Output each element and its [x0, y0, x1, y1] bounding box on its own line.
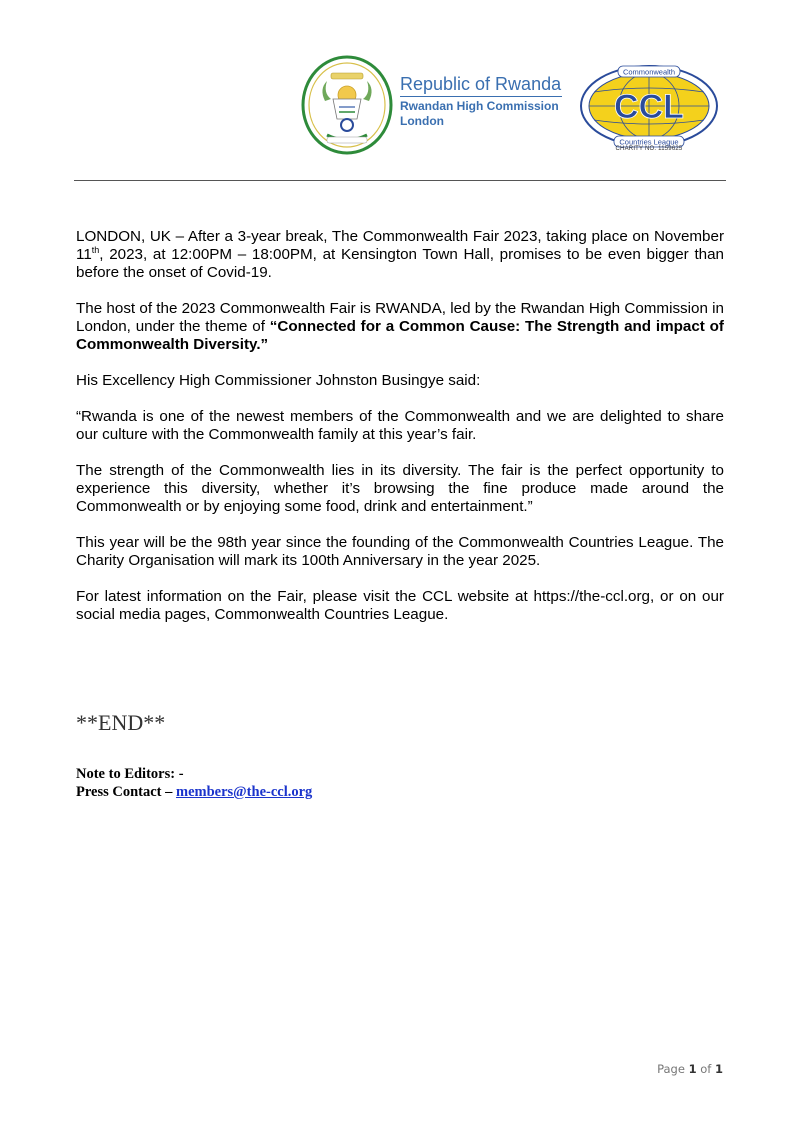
svg-text:Commonwealth: Commonwealth: [622, 67, 676, 77]
paragraph-info: For latest information on the Fair, please visit the CCL website at https://the-ccl.org, or on our social media pages, Commonwealth Countries League.: [76, 588, 724, 623]
paragraph-anniversary: This year will be the 98th year since the founding of the Commonwealth Countries League. The Charity Organisation will mark its 100th Anniversary in the year 2025.: [76, 534, 724, 569]
note-to-editors: Note to Editors: -: [76, 766, 184, 782]
org-block: [400, 74, 570, 129]
page-number: Page 1 of 1: [657, 1062, 723, 1076]
paragraph-quote-2: The strength of the Commonwealth lies in its diversity. The fair is the perfect opportunity to experience this diversity, whether it’s browsing the fine produce made around the Commonwealth or by enjoying some food, drink and entertainment.”: [76, 462, 724, 515]
org-title: Republic of Rwanda: [400, 74, 562, 94]
editors-note: [76, 765, 312, 801]
svg-text:CCL: CCL: [614, 88, 684, 126]
org-subtitle: Rwandan High Commission: [400, 99, 559, 113]
end-mark: **END**: [76, 710, 166, 735]
press-release-body: [76, 228, 724, 642]
charity-number: CHARITY NO. 1159625: [615, 146, 683, 152]
press-email-link[interactable]: members@the-ccl.org: [176, 784, 313, 800]
paragraph-host: The host of the 2023 Commonwealth Fair is RWANDA, led by the Rwandan High Commission in London, under the theme of “Connected for a Common Cause: The Strength and impact of Commonwealth Diversity.”: [76, 300, 724, 353]
theme-text: “Connected for a Common Cause: The Strength and impact of Commonwealth Diversity.”: [76, 318, 724, 353]
header-divider: [74, 180, 726, 181]
paragraph-quote-intro: His Excellency High Commissioner Johnston Busingye said:: [76, 372, 481, 389]
rwanda-seal-icon: [301, 55, 393, 157]
ccl-logo-icon: [578, 64, 720, 158]
letterhead: [0, 0, 800, 170]
press-contact: Press Contact – members@the-ccl.org: [76, 784, 313, 800]
paragraph-intro: LONDON, UK – After a 3-year break, The Commonwealth Fair 2023, taking place on November 11th, 2023, at 12:00PM – 18:00PM, at Kensington Town Hall, promises to be even bigger than before the onset of Covid-19.: [76, 228, 724, 281]
org-city: London: [400, 114, 444, 128]
svg-text:Countries League: Countries League: [619, 137, 679, 147]
paragraph-quote-1: “Rwanda is one of the newest members of the Commonwealth and we are delighted to share our culture with the Commonwealth family at this year’s fair.: [76, 408, 724, 443]
org-rule: [400, 96, 562, 97]
